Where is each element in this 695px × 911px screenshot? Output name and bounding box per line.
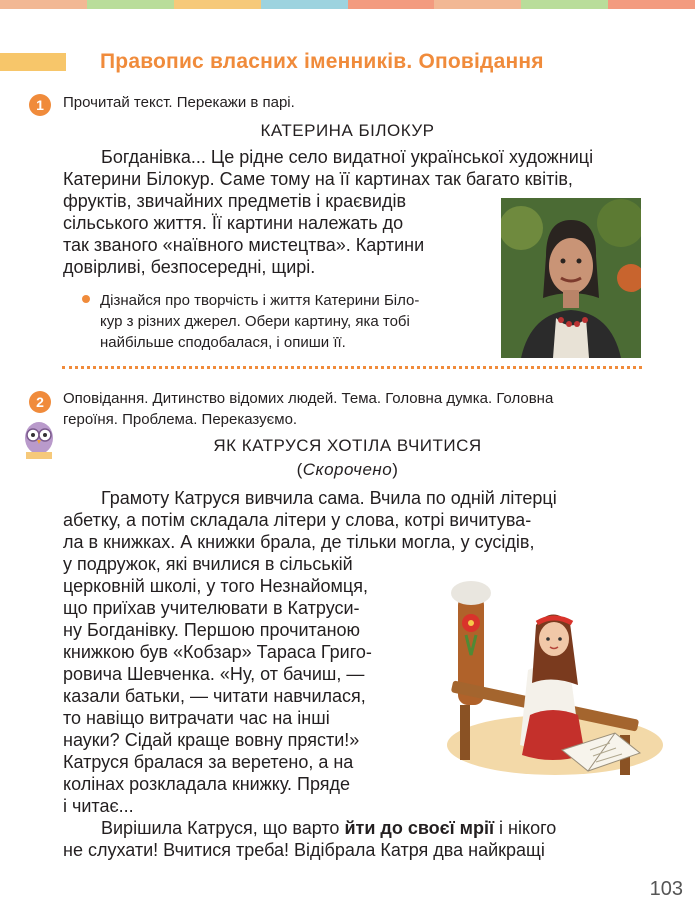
text-line: Богданівка... Це рідне село видатної української художниці bbox=[101, 147, 594, 167]
text-line: ну Богданівку. Першою прочитаною bbox=[63, 620, 361, 640]
top-color-bar bbox=[0, 0, 695, 9]
color-segment bbox=[0, 0, 87, 9]
task-number-badge: 2 bbox=[29, 391, 51, 413]
text-line: не слухати! Вчитися треба! Відібрала Катря два найкращі bbox=[63, 840, 545, 860]
text-line: Грамоту Катруся вивчила сама. Вчила по одній літерці bbox=[101, 488, 557, 508]
text-line: то навіщо витрачати час на інші bbox=[63, 708, 330, 728]
text-line: у подружок, які вчилися в сільській bbox=[63, 554, 353, 574]
page-title: Правопис власних іменників. Оповідання bbox=[100, 50, 544, 73]
text-line: сільського життя. Її картини належать до bbox=[63, 213, 404, 233]
text-line: Катруся бралася за веретено, а на bbox=[63, 752, 354, 772]
subtitle-italic: Скорочено bbox=[302, 460, 393, 479]
color-segment bbox=[87, 0, 174, 9]
bullet-line: Дізнайся про творчість і життя Катерини Біло- bbox=[100, 292, 420, 309]
text-line: Катерини Білокур. Саме тому на її картинах так багато квітів, bbox=[63, 169, 573, 189]
instruction-line: Оповідання. Дитинство відомих людей. Тема. Головна думка. Головна bbox=[63, 390, 554, 407]
text-run: і нікого bbox=[494, 818, 557, 838]
bullet-line: найбільше сподобалася, і опиши її. bbox=[100, 334, 346, 351]
task2-instruction bbox=[63, 388, 642, 430]
text-heading: КАТЕРИНА БІЛОКУР bbox=[260, 121, 435, 140]
story-subtitle bbox=[0, 460, 695, 480]
text-line: церковній школі, у того Незнайомця, bbox=[63, 576, 368, 596]
color-segment bbox=[348, 0, 435, 9]
instruction-line: героїня. Проблема. Переказуємо. bbox=[63, 411, 298, 428]
text-line: ровича Шевченка. «Ну, от бачиш, — bbox=[63, 664, 365, 684]
color-segment bbox=[174, 0, 261, 9]
emphasis-text: йти до своєї мрії bbox=[344, 818, 495, 838]
bullet-line: кур з різних джерел. Обери картину, яка тобі bbox=[100, 313, 410, 330]
text-line: довірливі, безпосередні, щирі. bbox=[63, 257, 316, 277]
page-number: 103 bbox=[649, 878, 683, 900]
story-heading: ЯК КАТРУСЯ ХОТІЛА ВЧИТИСЯ bbox=[213, 436, 482, 455]
text-line: фруктів, звичайних предметів і краєвидів bbox=[63, 191, 407, 211]
title-marker-strip bbox=[0, 53, 66, 71]
task-number-badge: 1 bbox=[29, 94, 51, 116]
subtitle-open: ( bbox=[296, 460, 303, 479]
text-run: Вирішила Катруся, що варто bbox=[101, 818, 345, 838]
text-line: абетку, а потім складала літери у слова, котрі вичитува- bbox=[63, 510, 532, 530]
text-line: що приїхав учителювати в Катруси- bbox=[63, 598, 360, 618]
text-line bbox=[63, 817, 642, 839]
color-segment bbox=[261, 0, 348, 9]
color-segment bbox=[521, 0, 608, 9]
bullet-icon bbox=[82, 295, 90, 303]
portrait-photo bbox=[501, 198, 641, 358]
text-line: колінах розкладала книжку. Пряде bbox=[63, 774, 351, 794]
task1-instruction: Прочитай текст. Перекажи в парі. bbox=[63, 94, 295, 111]
text-line: науки? Сідай краще вовну прясти!» bbox=[63, 730, 360, 750]
dotted-divider bbox=[62, 366, 642, 369]
text-line: і читає... bbox=[63, 796, 134, 816]
text-line: казали батьки, — читати навчилася, bbox=[63, 686, 366, 706]
girl-spinning-illustration bbox=[440, 575, 665, 785]
text-line: книжкою був «Кобзар» Тараса Григо- bbox=[63, 642, 372, 662]
color-segment bbox=[434, 0, 521, 9]
color-segment bbox=[608, 0, 695, 9]
subtitle-close: ) bbox=[392, 460, 399, 479]
text-line: так званого «наївного мистецтва». Картини bbox=[63, 235, 425, 255]
task1-bullet-text bbox=[100, 290, 485, 353]
text-line: ла в книжках. А книжки брала, де тільки могла, у сусідів, bbox=[63, 532, 535, 552]
